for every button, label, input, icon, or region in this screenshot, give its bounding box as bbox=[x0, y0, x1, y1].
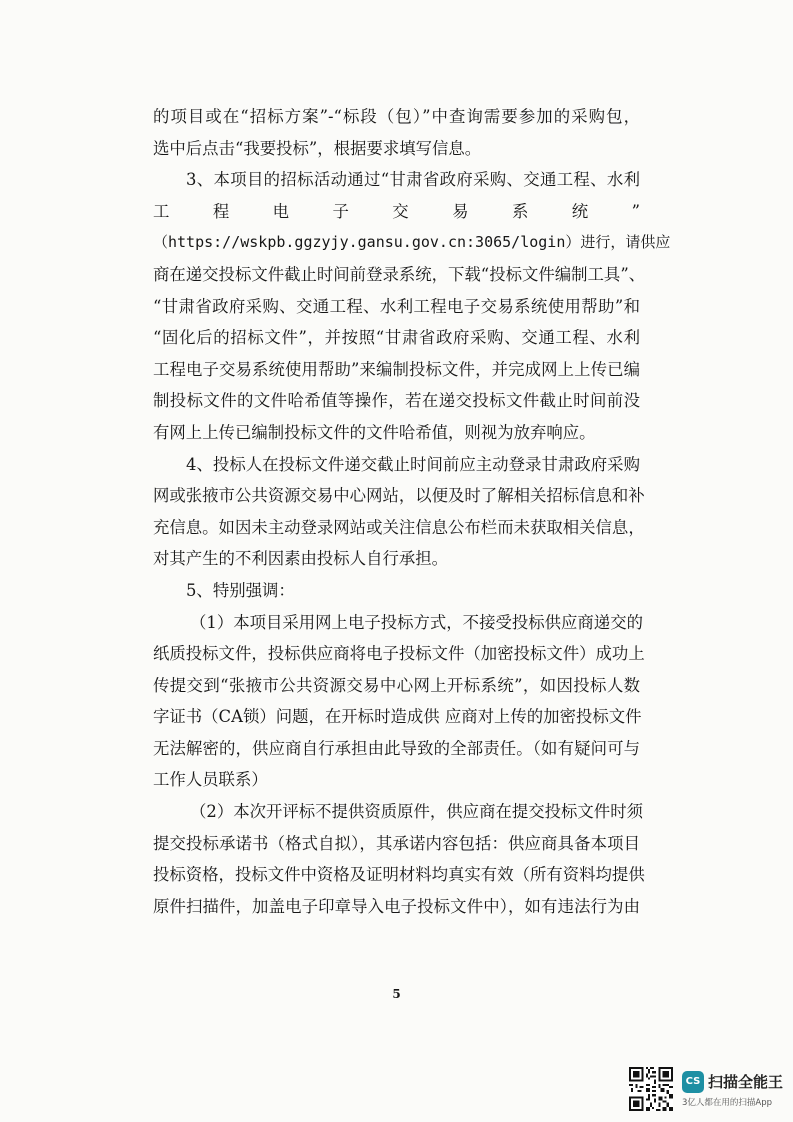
body-line: 投标资格，投标文件中资格及证明材料均真实有效（所有资料均提供 bbox=[153, 865, 645, 885]
body-line: 提交投标承诺书（格式自拟），其承诺内容包括：供应商具备本项目 bbox=[153, 833, 640, 853]
page-number: 5 bbox=[392, 987, 401, 1001]
body-line: 商在递交投标文件截止时间前登录系统，下载“投标文件编制工具”、 bbox=[153, 264, 646, 284]
body-line: 原件扫描件，加盖电子印章导入电子投标文件中），如有违法行为由 bbox=[153, 896, 640, 916]
body-line: 的项目或在“招标方案”-“标段（包）”中查询需要参加的采购包， bbox=[153, 107, 640, 126]
camscanner-logo-icon: CS bbox=[682, 1071, 704, 1093]
body-line: 3、本项目的招标活动通过“甘肃省政府采购、交通工程、水利 bbox=[186, 170, 640, 190]
body-line: 工程电子交易系统” bbox=[153, 201, 640, 221]
scanner-watermark bbox=[629, 1067, 789, 1111]
body-line: （https://wskpb.ggzyjy.gansu.gov.cn:3065/login）进行，请供应 bbox=[153, 233, 671, 252]
body-line: “固化后的招标文件”，并按照“甘肃省政府采购、交通工程、水利 bbox=[153, 328, 640, 348]
document-body bbox=[153, 101, 671, 922]
body-line: 5、特别强调： bbox=[186, 580, 295, 600]
body-line: （2）本次开评标不提供资质原件，供应商在提交投标文件时须 bbox=[190, 802, 643, 822]
body-line: 4、投标人在投标文件递交截止时间前应主动登录甘肃政府采购 bbox=[186, 454, 640, 474]
body-line: 有网上上传已编制投标文件的文件哈希值，则视为放弃响应。 bbox=[153, 422, 596, 442]
body-line: 充信息。如因未主动登录网站或关注信息公布栏而未获取相关信息， bbox=[153, 517, 645, 537]
body-line: 字证书（CA锁）问题，在开标时造成供 应商对上传的加密投标文件 bbox=[153, 707, 642, 727]
body-line: 对其产生的不利因素由投标人自行承担。 bbox=[153, 549, 449, 569]
body-line: 选中后点击“我要投标”，根据要求填写信息。 bbox=[153, 138, 482, 158]
body-line: （1）本项目采用网上电子投标方式，不接受投标供应商递交的 bbox=[190, 612, 643, 632]
body-line: 网或张掖市公共资源交易中心网站，以便及时了解相关招标信息和补 bbox=[153, 486, 645, 506]
body-line: 制投标文件的文件哈希值等操作，若在递交投标文件截止时间前没 bbox=[153, 391, 640, 411]
body-line: 无法解密的，供应商自行承担由此导致的全部责任。（如有疑问可与 bbox=[153, 738, 640, 758]
body-line: 纸质投标文件，投标供应商将电子投标文件（加密投标文件）成功上 bbox=[153, 644, 645, 664]
app-name: 扫描全能王 bbox=[708, 1073, 784, 1091]
qr-code-icon bbox=[629, 1067, 673, 1111]
body-line: 工程电子交易系统使用帮助”来编制投标文件，并完成网上上传已编 bbox=[153, 359, 640, 379]
body-line: 工作人员联系） bbox=[153, 770, 268, 790]
body-line: 传提交到“张掖市公共资源交易中心网上开标系统”，如因投标人数 bbox=[153, 675, 640, 695]
body-line: “甘肃省政府采购、交通工程、水利工程电子交易系统使用帮助”和 bbox=[153, 296, 640, 316]
app-slogan: 3亿人都在用的扫描App bbox=[682, 1098, 773, 1108]
